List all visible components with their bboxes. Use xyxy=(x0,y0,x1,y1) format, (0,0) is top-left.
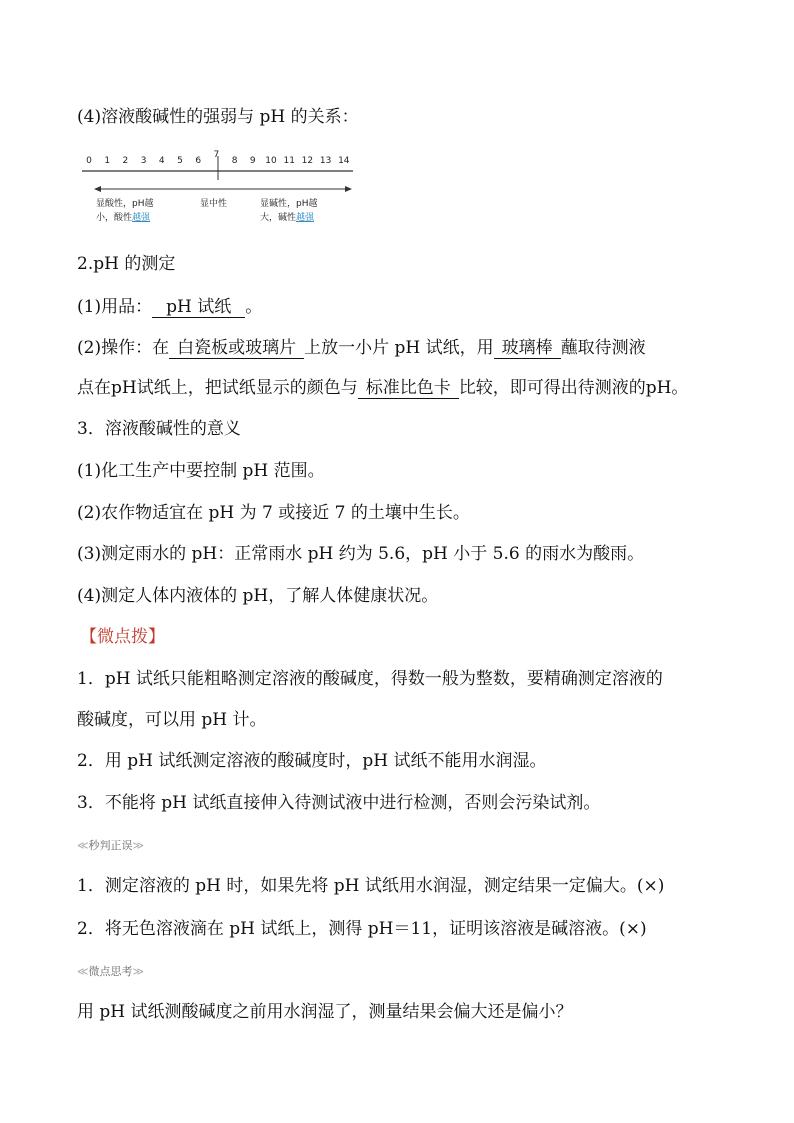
tips-item-1: 1．pH 试纸只能粗略测定溶液的酸碱度，得数一般为整数，要精确测定溶液的 xyxy=(77,669,663,689)
judge-item-1: 1．测定溶液的 pH 时，如果先将 pH 试纸用水润湿，测定结果一定偏大。(×) xyxy=(77,876,665,896)
base-label-line1: 显碱性，pH越 xyxy=(260,199,318,209)
ph-tick-label-3: 3 xyxy=(140,156,147,166)
ph-tick-label-9: 9 xyxy=(249,156,256,166)
acid-label-line2: 小，酸性越强 xyxy=(96,213,151,223)
answer-blank-rod: 玻璃棒 xyxy=(494,338,561,359)
ph-tick-label-1: 1 xyxy=(104,156,111,166)
tips-item-3: 3．不能将 pH 试纸直接伸入待测试液中进行检测，否则会污染试剂。 xyxy=(77,793,601,813)
significance-item-4: (4)测定人体内液体的 pH，了解人体健康状况。 xyxy=(77,586,439,606)
ph-arrow-left-head xyxy=(94,186,101,192)
ph-tick-label-5: 5 xyxy=(177,156,183,166)
significance-title: 3．溶液酸碱性的意义 xyxy=(77,419,241,439)
judge-item-2: 2．将无色溶液滴在 pH 试纸上，测得 pH＝11，证明该溶液是碱溶液。(×) xyxy=(77,919,647,939)
section4-title: (4)溶液酸碱性的强弱与 pH 的关系： xyxy=(77,107,359,127)
ph-tick-label-8: 8 xyxy=(231,156,238,166)
ph-scale-diagram xyxy=(80,146,360,230)
tips-item-2: 2．用 pH 试纸测定溶液的酸碱度时，pH 试纸不能用水润湿。 xyxy=(77,751,547,771)
ph-measure-item1: (1)用品： pH 试纸 。 xyxy=(77,297,263,317)
acid-label-line1: 显酸性，pH越 xyxy=(96,199,154,209)
judge-label: ≪秒判正误≫ xyxy=(77,839,145,852)
significance-item-1: (1)化工生产中要控制 pH 范围。 xyxy=(77,461,325,481)
ph-tick-label-14: 14 xyxy=(338,156,350,166)
tips-heading: 【微点拨】 xyxy=(80,627,165,647)
ph-tick-label-7: 7 xyxy=(213,150,220,160)
ph-tick-label-12: 12 xyxy=(301,156,314,166)
ph-tick-label-10: 10 xyxy=(265,156,277,166)
ph-tick-label-6: 6 xyxy=(195,156,202,166)
chevron-left-icon: ≪ xyxy=(77,839,89,852)
ph-measure-title: 2.pH 的测定 xyxy=(77,254,176,274)
answer-blank-color-card: 标准比色卡 xyxy=(358,378,459,399)
ph-tick-label-2: 2 xyxy=(122,156,129,166)
neutral-label: 显中性 xyxy=(200,199,228,209)
ph-arrow-right-head xyxy=(345,186,352,192)
ph-tick-label-11: 11 xyxy=(283,156,295,166)
acid-strong-text: 越强 xyxy=(132,213,151,223)
base-strong-text: 越强 xyxy=(296,213,315,223)
tips-item-1-cont: 酸碱度，可以用 pH 计。 xyxy=(77,710,267,730)
chevron-right-icon: ≫ xyxy=(132,965,145,978)
answer-blank-plate: 白瓷板或玻璃片 xyxy=(169,338,304,359)
answer-blank-ph-paper: pH 试纸 xyxy=(152,297,245,318)
chevron-left-icon: ≪ xyxy=(77,965,89,978)
base-label-line2: 大，碱性越强 xyxy=(260,213,315,223)
ph-tick-label-4: 4 xyxy=(158,156,165,166)
ph-tick-label-0: 0 xyxy=(86,156,92,166)
think-label: ≪微点思考≫ xyxy=(77,965,145,978)
significance-item-3: (3)测定雨水的 pH：正常雨水 pH 约为 5.6，pH 小于 5.6 的雨水为酸雨。 xyxy=(77,544,645,564)
significance-item-2: (2)农作物适宜在 pH 为 7 或接近 7 的土壤中生长。 xyxy=(77,503,470,523)
ph-measure-item2-cont: 点在pH试纸上，把试纸显示的颜色与 标准比色卡 比较，即可得出待测液的pH。 xyxy=(77,378,689,398)
ph-measure-item2: (2)操作：在 白瓷板或玻璃片 上放一小片 pH 试纸，用 玻璃棒 蘸取待测液 xyxy=(77,338,646,358)
ph-tick-label-13: 13 xyxy=(319,156,332,166)
chevron-right-icon: ≫ xyxy=(132,839,145,852)
think-question: 用 pH 试纸测酸碱度之前用水润湿了，测量结果会偏大还是偏小？ xyxy=(77,1002,573,1022)
